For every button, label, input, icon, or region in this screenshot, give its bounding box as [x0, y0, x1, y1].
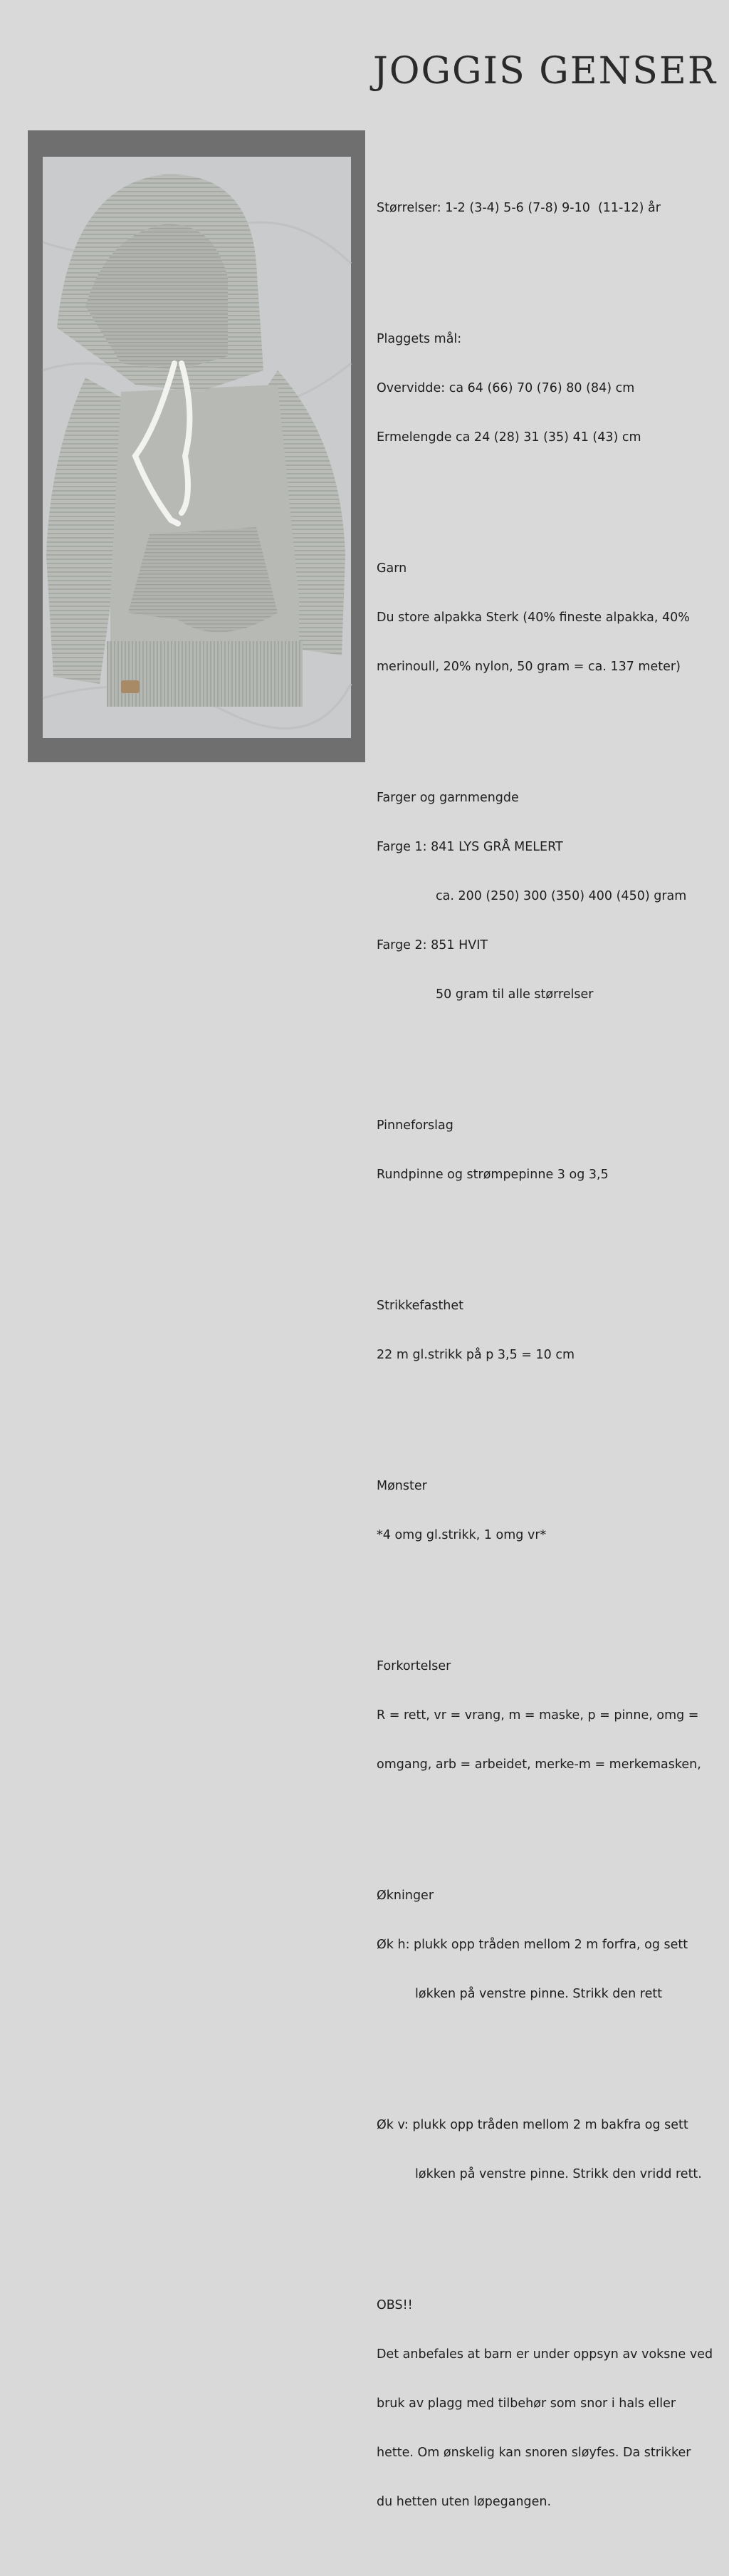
needles-text: Rundpinne og strømpepinne 3 og 3,5 — [377, 1168, 609, 1182]
abbreviations-heading: Forkortelser — [377, 1659, 451, 1673]
sizes-section — [377, 167, 725, 249]
obs-line-2: bruk av plagg med tilbehør som snor i hals eller — [377, 2396, 676, 2411]
increase-v-section — [377, 2084, 725, 2216]
increases-section — [377, 1855, 725, 2035]
color-1-amount: ca. 200 (250) 300 (350) 400 (450) gram — [436, 889, 687, 903]
needles-section — [377, 1085, 725, 1216]
yarn-line-2: merinoull, 20% nylon, 50 gram = ca. 137 meter) — [377, 660, 681, 674]
measures-width: Overvidde: ca 64 (66) 70 (76) 80 (84) cm — [377, 381, 635, 395]
gauge-text: 22 m gl.strikk på p 3,5 = 10 cm — [377, 1348, 575, 1362]
abbreviations-section — [377, 1626, 725, 1806]
obs-section — [377, 2265, 725, 2543]
pattern-text: *4 omg gl.strikk, 1 omg vr* — [377, 1528, 547, 1542]
hoodie-photo — [43, 157, 351, 738]
increases-heading: Økninger — [377, 1889, 434, 1903]
needles-heading: Pinneforslag — [377, 1118, 453, 1133]
pattern-section — [377, 1445, 725, 1577]
yarn-heading: Garn — [377, 561, 407, 576]
increase-h-line-1: Øk h: plukk opp tråden mellom 2 m forfra, og sett — [377, 1938, 688, 1952]
obs-heading: OBS!! — [377, 2298, 413, 2312]
obs-line-1: Det anbefales at barn er under oppsyn av voksne ved — [377, 2347, 713, 2362]
photo-frame — [28, 130, 365, 762]
gauge-section — [377, 1265, 725, 1396]
measures-section — [377, 298, 725, 479]
obs-line-4: du hetten uten løpegangen. — [377, 2495, 552, 2509]
sizes-text: Størrelser: 1-2 (3-4) 5-6 (7-8) 9-10 (11-12) år — [377, 201, 661, 215]
pattern-heading: Mønster — [377, 1479, 427, 1493]
increase-v-line-1: Øk v: plukk opp tråden mellom 2 m bakfra og sett — [377, 2118, 688, 2132]
gauge-heading: Strikkefasthet — [377, 1299, 464, 1313]
pattern-description — [377, 135, 725, 2576]
color-2: Farge 2: 851 HVIT — [377, 938, 488, 952]
colors-section — [377, 757, 725, 1036]
page-title: JOGGIS GENSER — [373, 50, 717, 93]
color-1: Farge 1: 841 LYS GRÅ MELERT — [377, 840, 563, 854]
abbreviations-line-1: R = rett, vr = vrang, m = maske, p = pinne, omg = — [377, 1708, 699, 1723]
increase-h-line-2: løkken på venstre pinne. Strikk den rett — [415, 1987, 663, 2001]
yarn-section — [377, 528, 725, 708]
yarn-line-1: Du store alpakka Sterk (40% fineste alpakka, 40% — [377, 611, 690, 625]
increase-v-line-2: løkken på venstre pinne. Strikk den vridd rett. — [415, 2167, 702, 2181]
colors-heading: Farger og garnmengde — [377, 791, 519, 805]
obs-line-3: hette. Om ønskelig kan snoren sløyfes. Da strikker — [377, 2446, 691, 2460]
color-2-amount: 50 gram til alle størrelser — [436, 987, 594, 1002]
abbreviations-line-2: omgang, arb = arbeidet, merke-m = merkemasken, — [377, 1757, 701, 1772]
measures-sleeve: Ermelengde ca 24 (28) 31 (35) 41 (43) cm — [377, 430, 641, 445]
measures-heading: Plaggets mål: — [377, 332, 462, 346]
